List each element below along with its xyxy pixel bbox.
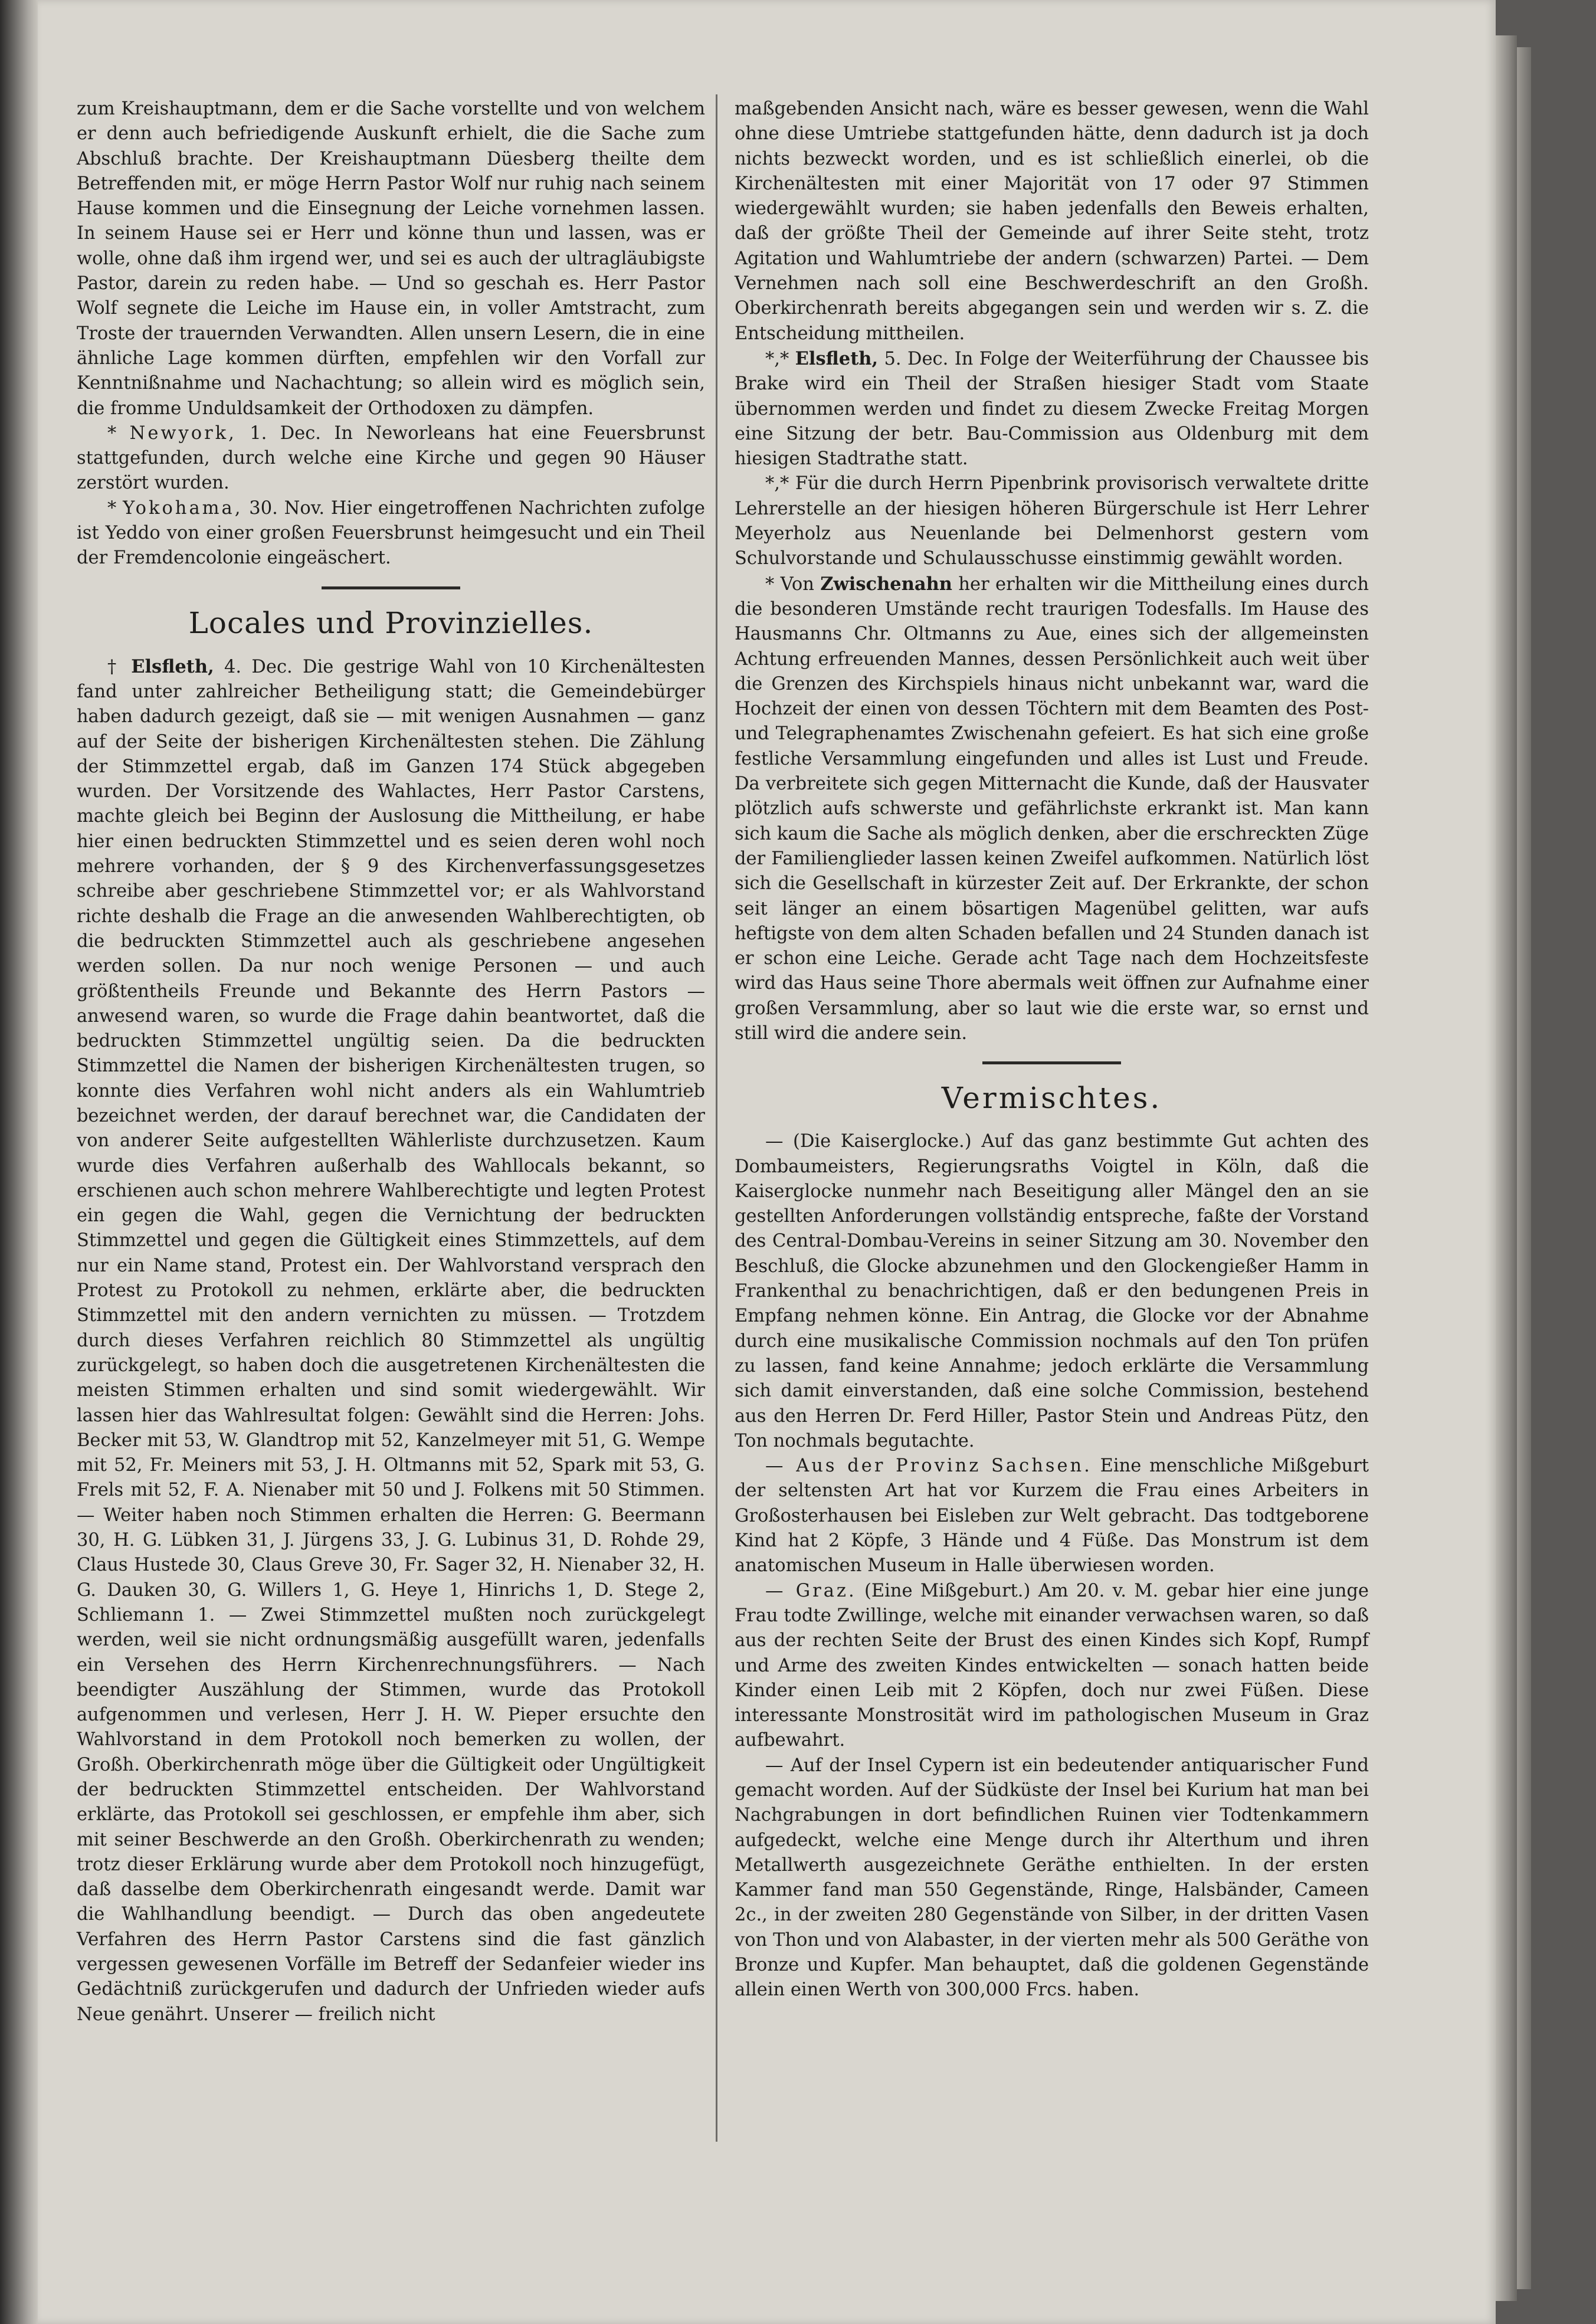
misc-item-graz bbox=[735, 1579, 1369, 1753]
news-item-zwischenahn bbox=[735, 572, 1369, 1047]
section-heading-locales: Locales und Provinzielles. bbox=[188, 605, 594, 640]
article-continuation: zum Kreishauptmann, dem er die Sache vorstellte und von welchem er denn auch befriedigende Auskunft erhielt, die die Sache zum Abschluß brachte. Der Kreishauptmann Düesberg theilte dem Betreffenden mit, er möge Herrn Pastor Wolf nur ruhig nach seinem Hause kommen und die Einsegnung der Leiche vornehmen lassen. In seinem Hause sei er Herr und könne thun und lassen, was er wolle, ohne daß ihm irgend wer, und sei es auch der ultragläubigste Pastor, darein zu reden habe. — Und so geschah es. Herr Pastor Wolf segnete die Leiche im Hause ein, in voller Amtstracht, zum Troste der trauernden Verwandten. Allen unsern Lesern, die in eine ähnliche Lage kommen dürften, empfehlen wir den Vorfall zur Kenntnißnahme und Nachachtung; so allein wird es möglich sein, die fromme Unduldsamkeit der Orthodoxen zu dämpfen. bbox=[77, 99, 705, 419]
news-text: 1. Dec. In Neworleans hat eine Feuersbrunst stattgefunden, durch welche eine Kirche und gegen 90 Häuser zerstört wurden. bbox=[77, 422, 705, 494]
dateline-place: Elsfleth, bbox=[131, 655, 214, 677]
news-text: her erhalten wir die Mittheilung eines durch die besonderen Umstände recht traurigen Todesfalls. Im Hause des Hausmanns Chr. Oltmanns zu Aue, eines sich der allgemeinsten Achtung erfreuenden Mannes, dessen Persönlichkeit auch weit über die Grenzen des Kirchspiels hinaus nicht unbekannt war, ward die Hochzeit der einen von dessen Töchtern mit dem Beamten des Post- und Telegraphenamtes Zwischenahn gefeiert. Es hat sich eine große festliche Versammlung eingefunden und alles ist Lust und Freude. Da verbreitete sich gegen Mitternacht die Kunde, daß der Hausvater plötzlich aufs schwerste und gefährlichste erkrankt ist. Man kann sich kaum die Sache als möglich denken, aber die erschreckten Züge der Familienglieder lassen keinen Zweifel aufkommen. Natürlich löst sich die Gesellschaft in kürzester Zeit auf. Der Erkrankte, der schon seit länger an einem bösartigen Magenübel gelitten, war aufs heftigste von dem alten Schaden befallen und 24 Stunden danach ist er schon eine Leiche. Gerade acht Tage nach dem Hochzeitsfeste wird das Haus seine Thore abermals weit öffnen zur Aufnahme einer großen Versammlung, aber so laut wie die erste war, so ernst und still wird die andere sein. bbox=[735, 573, 1369, 1044]
asterisk-mark: * Von bbox=[765, 573, 814, 595]
news-text: Auf das ganz bestimmte Gut achten des Dombaumeisters, Regierungsraths Voigtel in Köln, daß die Kaiserglocke nunmehr nach Beseitigung aller Mängel den an sie gestellten Anforderungen vollständig entspreche, faßte der Vorstand des Central-Dombau-Vereins in seiner Sitzung am 30. November den Beschluß, die Glocke abzunehmen und den Glockengießer Hamm in Frankenthal zu benachrichtigen, daß er den bedungenen Preis in Empfang nehmen könne. Ein Antrag, die Glocke vor der Abnahme durch eine musikalische Commission nochmals auf den Ton prüfen zu lassen, fand keine Annahme; jedoch erklärte die Versammlung sich damit einverstanden, daß eine solche Commission, bestehend aus den Herren Dr. Ferd Hiller, Pastor Stein und Andreas Pütz, den Ton nochmals begutachte. bbox=[735, 1131, 1369, 1451]
asterisk-mark: * bbox=[107, 497, 117, 519]
news-item-yokohama bbox=[77, 496, 705, 571]
dagger-mark: † bbox=[107, 656, 121, 677]
left-column bbox=[77, 97, 705, 2027]
news-item-elsfleth-election bbox=[77, 654, 705, 2027]
section-separator bbox=[982, 1061, 1121, 1064]
right-column bbox=[735, 97, 1369, 2003]
news-text: 30. Nov. Hier eingetroffenen Nachrichten zufolge ist Yeddo von einer großen Feuersbrunst heimgesucht und ein Theil der Fremdencolonie eingeäschert. bbox=[77, 497, 705, 569]
book-spine bbox=[0, 0, 38, 2324]
dateline-place: Elsfleth, bbox=[795, 348, 879, 369]
news-text: Eine menschliche Mißgeburt der seltensten Art hat vor Kurzem die Frau eines Arbeiters in Großosterhausen bei Eisleben zur Welt gebracht. Das todtgeborene Kind hat 2 Köpfe, 3 Hände und 4 Füße. Das Monstrum ist dem anatomischen Museum in Halle überwiesen worden. bbox=[735, 1456, 1369, 1576]
asterisk-mark: * bbox=[107, 422, 117, 444]
news-item-elsfleth-chaussee bbox=[735, 346, 1369, 471]
news-text: 4. Dec. Die gestrige Wahl von 10 Kirchenältesten fand unter zahlreicher Betheiligung statt; die Gemeindebürger haben dadurch gezeigt, daß sie — mit wenigen Ausnahmen — ganz auf der Seite der bisherigen Kirchenältesten stehen. Die Zählung der Stimmzettel ergab, daß im Ganzen 174 Stück abgegeben wurden. Der Vorsitzende des Wahlactes, Herr Pastor Carstens, machte gleich bei Beginn der Auslosung die Mittheilung, er habe hier einen bedruckten Stimmzettel und es seien deren wohl noch mehrere vorhanden, der § 9 des Kirchenverfassungsgesetzes schreibe aber geschriebene Stimmzettel vor; er als Wahlvorstand richte deshalb die Frage an die anwesenden Wahlberechtigten, ob die bedruckten Stimmzettel auch als geschriebene angesehen werden sollen. Da nur noch wenige Personen — und auch größtentheils Freunde und Bekannte des Herrn Pastors — anwesend waren, so wurde die Frage dahin beantwortet, daß die bedruckten Stimmzettel ungültig seien. Da die bedruckten Stimmzettel die Namen der bisherigen Kirchenältesten trugen, so konnte dies Verfahren wohl nicht anders als ein Wahlumtrieb bezeichnet werden, der darauf berechnet war, die Candidaten der von anderer Seite aufgestellten Wählerliste durchzusetzen. Kaum wurde dies Verfahren außerhalb des Wahllocals bekannt, so erschienen auch schon mehrere Wahlberechtigte und legten Protest ein gegen die Wahl, gegen die Vernichtung der bedruckten Stimmzettel und gegen die Gültigkeit eines Stimmzettels, auf dem nur ein Name stand, Protest ein. Der Wahlvorstand versprach den Protest zu Protokoll zu nehmen, erklärte aber, die bedruckten Stimmzettel mit den andern vernichten zu müssen. — Trotzdem durch dieses Verfahren reichlich 80 Stimmzettel als ungültig zurückgelegt, so haben doch die ausgetretenen Kirchenältesten die meisten Stimmen erhalten und sind somit wiedergewählt. Wir lassen hier das Wahlresultat folgen: Gewählt sind die Herren: Johs. Becker mit 53, W. Glandtrop mit 52, Kanzelmeyer mit 51, G. Wempe mit 52, Fr. Meiners mit 53, J. H. Oltmanns mit 52, Spark mit 53, G. Frels mit 52, F. A. Nienaber mit 50 und J. Folkens mit 50 Stimmen. — Weiter haben noch Stimmen erhalten die Herren: G. Beermann 30, H. G. Lübken 31, J. Jürgens 33, J. G. Lubinus 31, D. Rohde 29, Claus Hustede 30, Claus Greve 30, Fr. Sager 32, H. Nienaber 32, H. G. Dauken 30, G. Willers 1, G. Heye 1, Hinrichs 1, D. Stege 2, Schliemann 1. — Zwei Stimmzettel mußten noch zurückgelegt werden, weil sie nicht ordnungsmäßig ausgefüllt waren, jedenfalls ein Versehen des Herrn Kirchenrechnungsführers. — Nach beendigter Auszählung der Stimmen, wurde das Protokoll aufgenommen und verlesen, Herr J. H. W. Pieper ersuchte den Wahlvorstand in dem Protokoll noch bemerken zu wollen, der Großh. Oberkirchenrath möge über die Gültigkeit oder Ungültigkeit der bedruckten Stimmzettel entscheiden. Der Wahlvorstand erklärte, das Protokoll sei geschlossen, er empfehle ihm aber, sich mit seiner Beschwerde an den Großh. Oberkirchenrath zu wenden; trotz dieser Erklärung wurde aber dem Protokoll noch hinzugefügt, daß dasselbe dem Oberkirchenrath eingesandt werde. Damit war die Wahlhandlung beendigt. — Durch das oben angedeutete Verfahren des Herrn Pastor Carstens sind die fast gänzlich vergessen gewesenen Vorfälle im Betreff der Sedanfeier wieder ins Gedächtniß zurückgerufen und dadurch der Unfrieden wieder aufs Neue genährt. Unserer — freilich nicht bbox=[77, 656, 706, 2025]
news-text: 5. Dec. In Folge der Weiterführung der Chaussee bis Brake wird ein Theil der Straßen hiesiger Stadt vom Staate übernommen werden und findet zu diesem Zwecke Freitag Morgen eine Sitzung der betr. Bau-Commission aus Oldenburg mit dem hiesigen Stadtrathe statt. bbox=[735, 348, 1369, 470]
dateline-place: Zwischenahn bbox=[820, 573, 952, 595]
column-divider bbox=[716, 94, 717, 2142]
section-heading-vermischtes: Vermischtes. bbox=[941, 1081, 1162, 1116]
item-lead: — Graz. bbox=[765, 1580, 857, 1601]
item-lead: — (Die Kaiserglocke.) bbox=[765, 1131, 972, 1152]
misc-item-sachsen bbox=[735, 1454, 1369, 1578]
section-separator bbox=[322, 586, 460, 589]
article-continuation: maßgebenden Ansicht nach, wäre es besser gewesen, wenn die Wahl ohne diese Umtriebe stattgefunden hätte, denn dadurch ist ja doch nichts bezweckt worden, und es ist schließlich einerlei, ob die Kirchenältesten mit einer Majorität von 17 oder 97 Stimmen wiedergewählt wurden; sie haben jedenfalls den Beweis erhalten, daß der größte Theil der Gemeinde auf ihrer Seite steht, trotz Agitation und Wahlumtriebe der andern (schwarzen) Partei. — Dem Vernehmen nach soll eine Beschwerdeschrift an den Großh. Oberkirchenrath bereits abgegangen sein und werden wir s. Z. die Entscheidung mittheilen. bbox=[735, 99, 1369, 344]
page-edge-shadow bbox=[1517, 47, 1531, 2289]
misc-item-cypern: — Auf der Insel Cypern ist ein bedeutender antiquarischer Fund gemacht worden. Auf der Südküste der Insel bei Kurium hat man bei Nachgrabungen in dort befindlichen Ruinen vier Todtenkammern aufgedeckt, welche eine Menge durch ihr Alterthum und ihren Metallwerth ausgezeichnete Geräthe enthielten. In der ersten Kammer fand man 550 Gegenstände, Ringe, Halsbänder, Cameen 2c., in der zweiten 280 Gegenstände von Silber, in der dritten Vasen von Thon und von Alabaster, in der vierten mehr als 500 Geräthe von Bronze und Kupfer. Man behauptet, daß die goldenen Gegenstände allein einen Werth von 300,000 Frcs. haben. bbox=[735, 1755, 1369, 2001]
news-item-teacher: *,* Für die durch Herrn Pipenbrink provisorisch verwaltete dritte Lehrerstelle an der hiesigen höheren Bürgerschule ist Herr Lehrer Meyerholz aus Neuenlande bei Delmenhorst gestern vom Schulvorstande und Schulausschusse einstimmig gewählt worden. bbox=[735, 473, 1369, 569]
news-item-newyork bbox=[77, 421, 705, 496]
page-edge bbox=[1496, 35, 1517, 2301]
dateline-place: Yokohama, bbox=[123, 497, 243, 519]
news-text: (Eine Mißgeburt.) Am 20. v. M. gebar hier eine junge Frau todte Zwillinge, welche mit einander verwachsen waren, so daß aus der rechten Seite der Brust des einen Kindes sich Kopf, Rumpf und Arme des zweiten Kindes entwickelten — sonach hatten beide Kinder einen Leib mit 2 Köpfen, doch nur zwei Füßen. Diese interessante Monstrosität wird im pathologischen Museum in Graz aufbewahrt. bbox=[735, 1580, 1369, 1751]
misc-item-kaiserglocke bbox=[735, 1129, 1369, 1454]
dateline-place: Newyork, bbox=[129, 422, 237, 444]
item-lead: — Aus der Provinz Sachsen. bbox=[765, 1456, 1092, 1477]
asterisk-mark: *,* bbox=[765, 348, 789, 369]
